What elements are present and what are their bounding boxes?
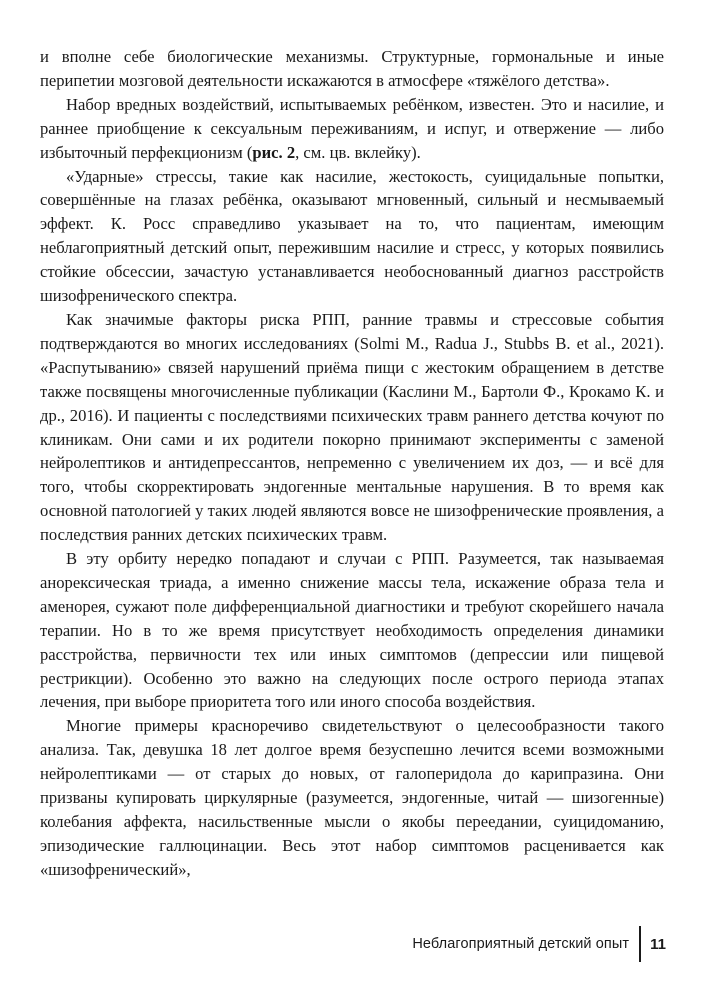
paragraph-4: Как значимые факторы риска РПП, ранние травмы и стрессовые события подтверждаются во многих исследованиях (Solmi M., Radua J., Stubbs B. et al., 2021). «Распутыванию» связей нарушений приёма пищи с жестоким обращением в детстве также посвящены многочисленные публикации (Каслини М., Бартоли Ф., Крокамо К. и др., 2016). И пациенты с последствиями психических травм раннего детства кочуют по клиникам. Они сами и их родители покорно принимают эксперименты с заменой нейролептиков и антидепрессантов, непременно с увеличением их доз, — и всё для того, чтобы скорректировать эндогенные ментальные нарушения. В то время как основной патологией у таких людей являются вовсе не шизофренические проявления, а последствия ранних детских психических травм. xyxy=(40,309,664,545)
paragraph-2-text-end: , см. цв. вклейку). xyxy=(295,142,421,162)
paragraph-2-text: Набор вредных воздействий, испытываемых ребёнком, известен. Это и насилие, и раннее приобщение к сексуальным переживаниям, и испуг, и отвержение — либо избыточный перфекционизм ( xyxy=(40,94,664,162)
paragraph-3: «Ударные» стрессы, такие как насилие, жестокость, суицидальные попытки, совершённые на глазах ребёнка, оказывают мгновенный, сильный и несмываемый эффект. К. Росс справедливо указывает на то, что пациентам, имеющим неблагоприятный детский опыт, пережившим насилие и стресс, у которых появились стойкие обсессии, зачастую устанавливается необоснованный диагноз расстройств шизофренического спектра. xyxy=(40,166,664,306)
page-footer xyxy=(412,926,666,962)
body-text xyxy=(40,45,664,882)
paragraph-6: Многие примеры красноречиво свидетельствуют о целесообразности такого анализа. Так, девушка 18 лет долгое время безуспешно лечится всеми возможными нейролептиками — от старых до новых, от галоперидола до карипразина. Они призваны купировать циркулярные (разумеется, эндогенные, читай — шизогенные) колебания аффекта, насильственные мысли о якобы переедании, суицидоманию, эпизодические галлюцинации. Весь этот набор симптомов расценивается как «шизофренический», xyxy=(40,716,664,879)
paragraph-5: В эту орбиту нередко попадают и случаи с РПП. Разумеется, так называемая анорексическая триада, а именно снижение массы тела, искажение образа тела и аменорея, сужают поле дифференциальной диагностики и требуют скорейшего начала терапии. Но в то же время присутствует необходимость определения динамики расстройства, первичности тех или иных симптомов (депрессии или пищевой рестрикции). Особенно это важно на следующих после острого периода этапах лечения, при выборе приоритета того или иного способа воздействия. xyxy=(40,549,664,712)
paragraph-2 xyxy=(40,93,664,165)
paragraph-1: и вполне себе биологические механизмы. Структурные, гормональные и иные перипетии мозговой деятельности искажаются в атмосфере «тяжёлого детства». xyxy=(40,47,664,90)
figure-reference: рис. 2 xyxy=(252,142,296,162)
page-number: 11 xyxy=(650,935,666,953)
running-head: Неблагоприятный детский опыт xyxy=(412,936,630,952)
